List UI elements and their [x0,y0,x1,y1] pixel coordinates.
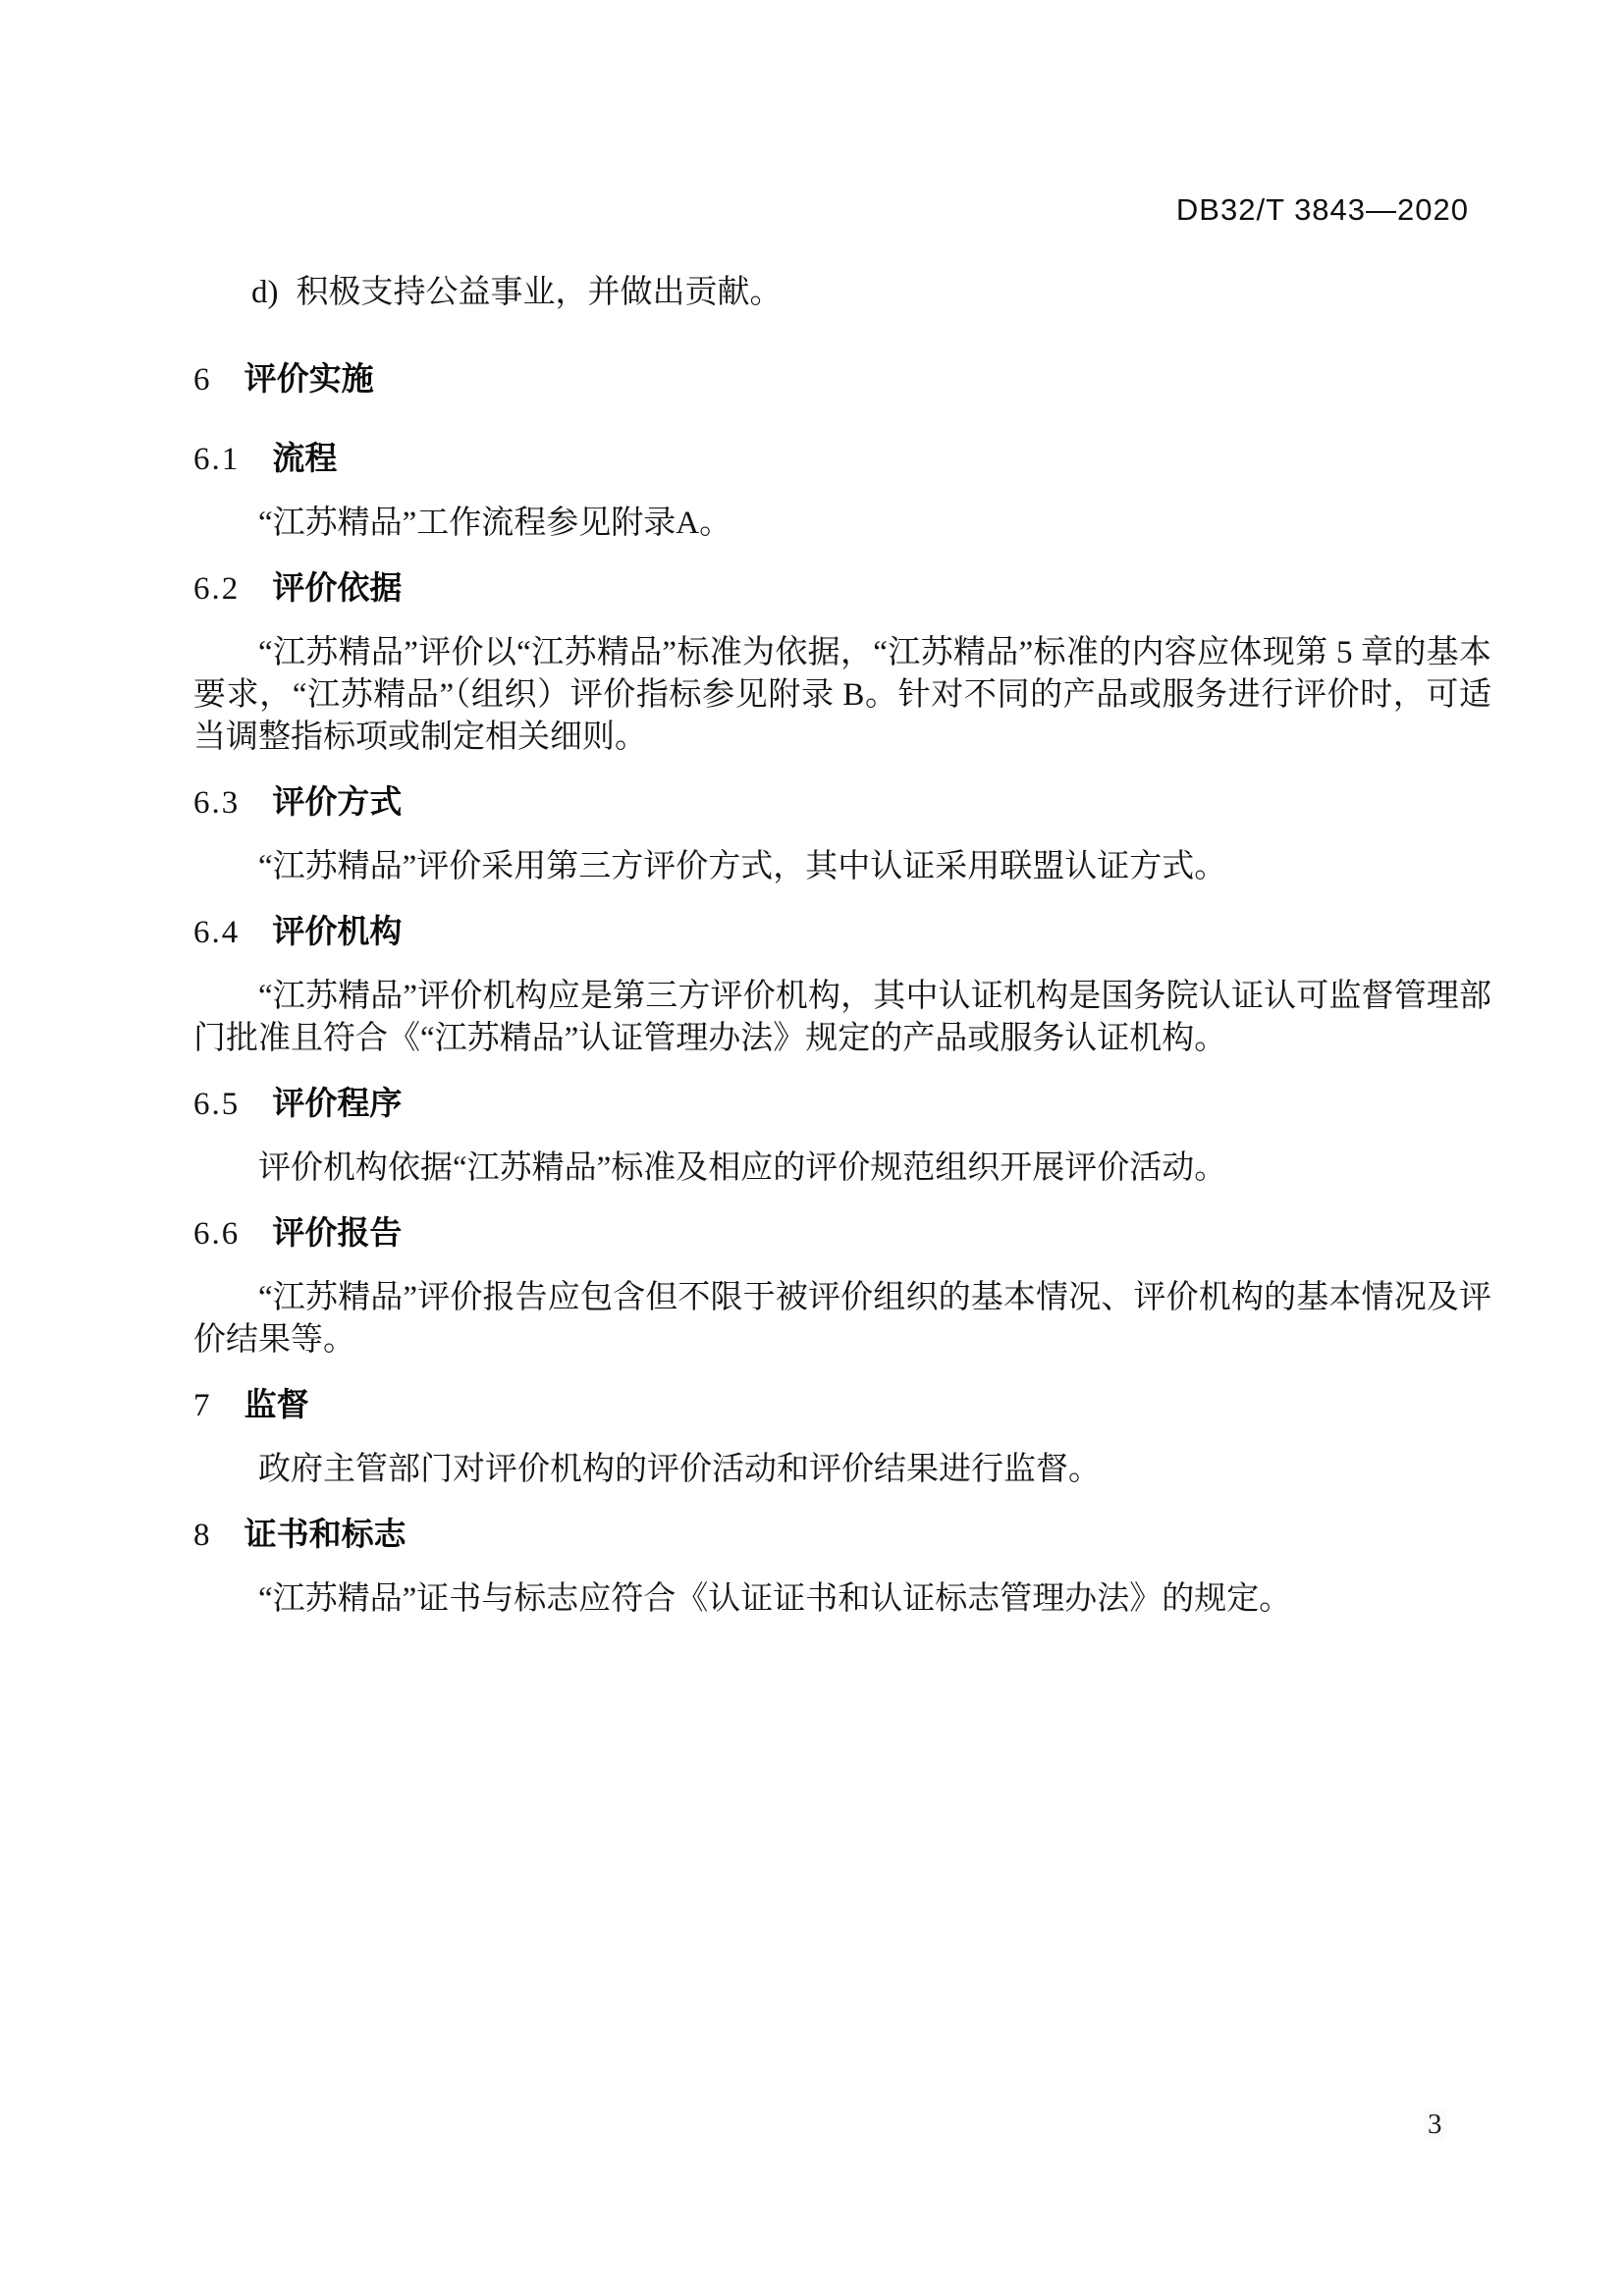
list-item-text: 积极支持公益事业，并做出贡献。 [296,275,783,310]
section-title: 评价机构 [272,913,403,949]
section-paragraph-8: “江苏精品”证书与标志应符合《认证证书和认证标志管理办法》的规定。 [258,1581,1292,1617]
section-title: 评价依据 [272,569,403,606]
section-number: 8 [193,1518,212,1553]
section-heading-6-5 [193,1086,1491,1122]
section-number: 6.1 [193,442,241,477]
section-paragraph-6-1: “江苏精品”工作流程参见附录A。 [258,506,732,541]
section-title: 评价报告 [272,1214,403,1251]
section-heading-8 [193,1517,1491,1553]
section-number: 6.5 [193,1087,241,1122]
section-paragraph-6-3: “江苏精品”评价采用第三方评价方式，其中认证采用联盟认证方式。 [258,849,1227,884]
section-number: 6.2 [193,571,241,607]
section-heading-6-6 [193,1215,1491,1252]
section-paragraph-7: 政府主管部门对评价机构的评价活动和评价结果进行监督。 [258,1452,1101,1487]
section-heading-6 [193,361,1491,398]
section-number: 6 [193,362,212,398]
page-number: 3 [1424,2109,1446,2141]
section-paragraph-6-2: “江苏精品”评价以“江苏精品”标准为依据，“江苏精品”标准的内容应体现第 5 章的基本要求，“江苏精品”（组织）评价指标参见附录 B。针对不同的产品或服务进行评价时，可适当调整指标项或制定相关细则。 [193,635,1491,755]
section-number: 6.6 [193,1216,241,1252]
section-paragraph-6-5: 评价机构依据“江苏精品”标准及相应的评价规范组织开展评价活动。 [258,1150,1227,1186]
section-number: 6.4 [193,915,241,950]
list-item-marker: d) [251,275,279,310]
section-heading-6-4 [193,914,1491,950]
section-paragraph-6-4: “江苏精品”评价机构应是第三方评价机构，其中认证机构是国务院认证认可监督管理部门批准且符合《“江苏精品”认证管理办法》规定的产品或服务认证机构。 [193,979,1491,1056]
standard-code-header: DB32/T 3843—2020 [1175,192,1469,227]
section-title: 评价方式 [272,783,403,820]
section-number: 7 [193,1388,212,1423]
section-heading-7 [193,1387,1491,1423]
list-item-d [193,272,1491,314]
section-title: 证书和标志 [244,1516,406,1552]
section-paragraph-6-6: “江苏精品”评价报告应包含但不限于被评价组织的基本情况、评价机构的基本情况及评价结果等。 [193,1280,1491,1358]
section-title: 评价实施 [244,360,374,397]
section-heading-6-3 [193,784,1491,821]
section-title: 评价程序 [272,1085,403,1121]
section-number: 6.3 [193,785,241,821]
document-body [193,272,1491,1621]
section-title: 监督 [244,1386,309,1422]
section-heading-6-2 [193,570,1491,607]
section-heading-6-1 [193,441,1491,477]
section-title: 流程 [272,440,338,476]
